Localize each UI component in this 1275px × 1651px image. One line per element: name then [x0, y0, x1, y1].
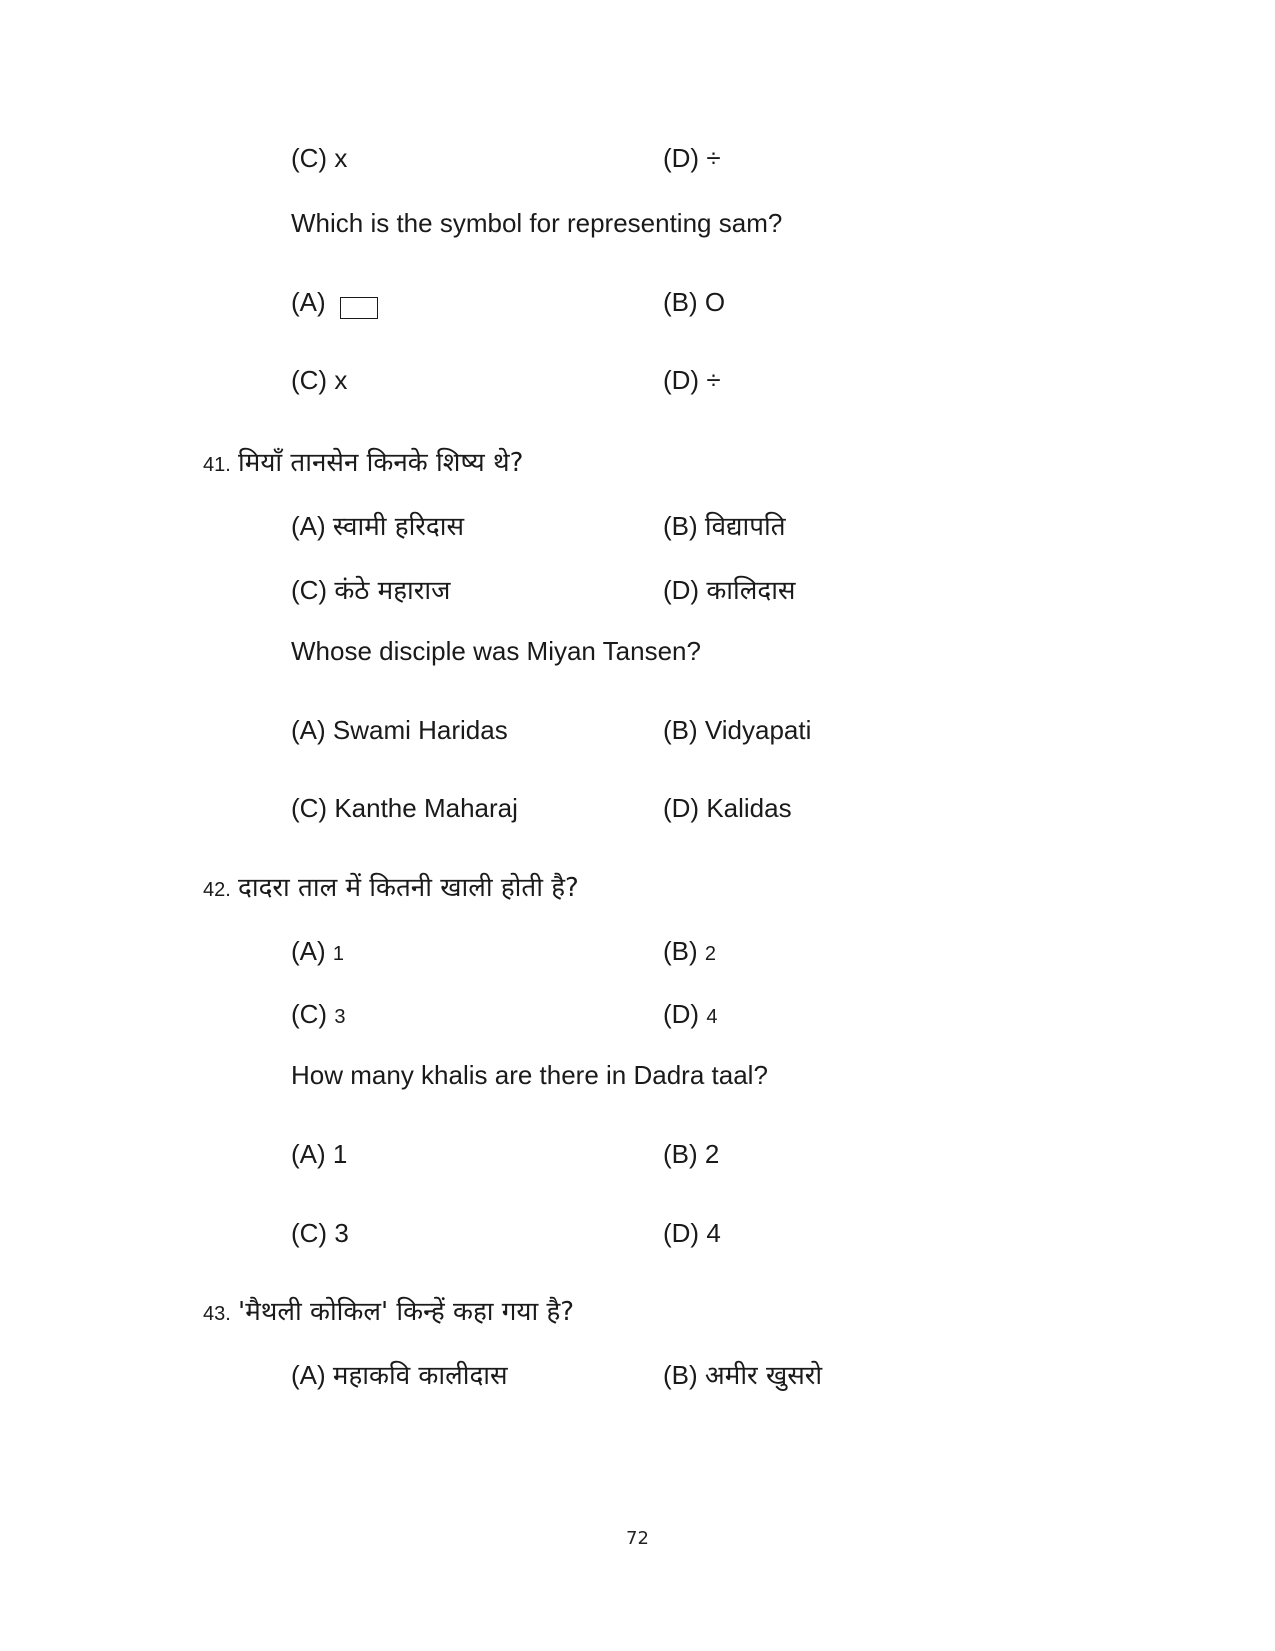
question-number: 41.	[203, 454, 231, 476]
option-label: (A)	[291, 511, 326, 541]
option-text: कालिदास	[706, 576, 796, 606]
option-c-q42: (C) 3	[291, 1218, 349, 1248]
option-text: विद्यापति	[704, 512, 786, 542]
question-41-hindi	[203, 446, 523, 481]
question-text: दादरा ताल में कितनी खाली होती है?	[238, 873, 579, 903]
option-d-q40: (D) ÷	[663, 365, 721, 395]
option-d-prev: (D) ÷	[663, 143, 721, 173]
option-b-q43-hindi	[663, 1359, 822, 1392]
question-41-english: Whose disciple was Miyan Tansen?	[291, 636, 701, 666]
option-label: (D)	[663, 999, 700, 1029]
question-42-english: How many khalis are there in Dadra taal?	[291, 1060, 768, 1090]
page-number: 72	[626, 1528, 649, 1549]
option-c-prev: (C) x	[291, 143, 348, 173]
option-d-q41: (D) Kalidas	[663, 793, 792, 823]
option-text: कंठे महाराज	[334, 576, 451, 606]
option-a-q42-hindi	[291, 935, 344, 970]
option-label: (A)	[291, 287, 326, 317]
question-43-hindi	[203, 1295, 574, 1330]
option-label: (B)	[663, 511, 698, 541]
option-c-q41-hindi	[291, 574, 450, 607]
question-42-hindi	[203, 871, 579, 906]
option-d-q41-hindi	[663, 574, 796, 607]
option-c-q40: (C) x	[291, 365, 348, 395]
option-text: अमीर खुसरो	[704, 1361, 823, 1391]
question-40-english: Which is the symbol for representing sam?	[291, 208, 783, 238]
option-label: (A)	[291, 936, 326, 966]
option-a-q42: (A) 1	[291, 1139, 348, 1169]
option-text: 1	[332, 943, 345, 965]
option-a-q41: (A) Swami Haridas	[291, 715, 508, 745]
option-text: महाकवि कालीदास	[332, 1361, 508, 1391]
option-b-q41: (B) Vidyapati	[663, 715, 812, 745]
option-label: (D)	[663, 575, 700, 605]
option-b-q41-hindi	[663, 510, 786, 543]
option-text: 4	[706, 1006, 718, 1028]
option-label: (C)	[291, 575, 328, 605]
question-number: 43.	[203, 1303, 231, 1325]
option-c-q41: (C) Kanthe Maharaj	[291, 793, 518, 823]
option-b-q42-hindi	[663, 935, 716, 970]
option-b-q40: (B) O	[663, 287, 726, 317]
rectangle-symbol-icon	[340, 297, 378, 319]
question-text: मियाँ तानसेन किनके शिष्य थे?	[238, 448, 524, 478]
option-d-q42-hindi	[663, 998, 717, 1033]
option-label: (B)	[663, 1360, 698, 1390]
option-a-q43-hindi	[291, 1359, 508, 1392]
option-label: (C)	[291, 999, 328, 1029]
option-a-q41-hindi	[291, 510, 464, 543]
option-text: 2	[704, 943, 717, 965]
option-label: (A)	[291, 1360, 326, 1390]
option-label: (B)	[663, 936, 698, 966]
option-a-q40	[291, 286, 378, 319]
option-text: 3	[334, 1006, 346, 1028]
option-c-q42-hindi	[291, 998, 345, 1033]
option-b-q42: (B) 2	[663, 1139, 720, 1169]
option-d-q42: (D) 4	[663, 1218, 721, 1248]
option-text: स्वामी हरिदास	[332, 512, 465, 542]
question-number: 42.	[203, 879, 231, 901]
question-text: 'मैथली कोकिल' किन्हें कहा गया है?	[238, 1297, 575, 1327]
